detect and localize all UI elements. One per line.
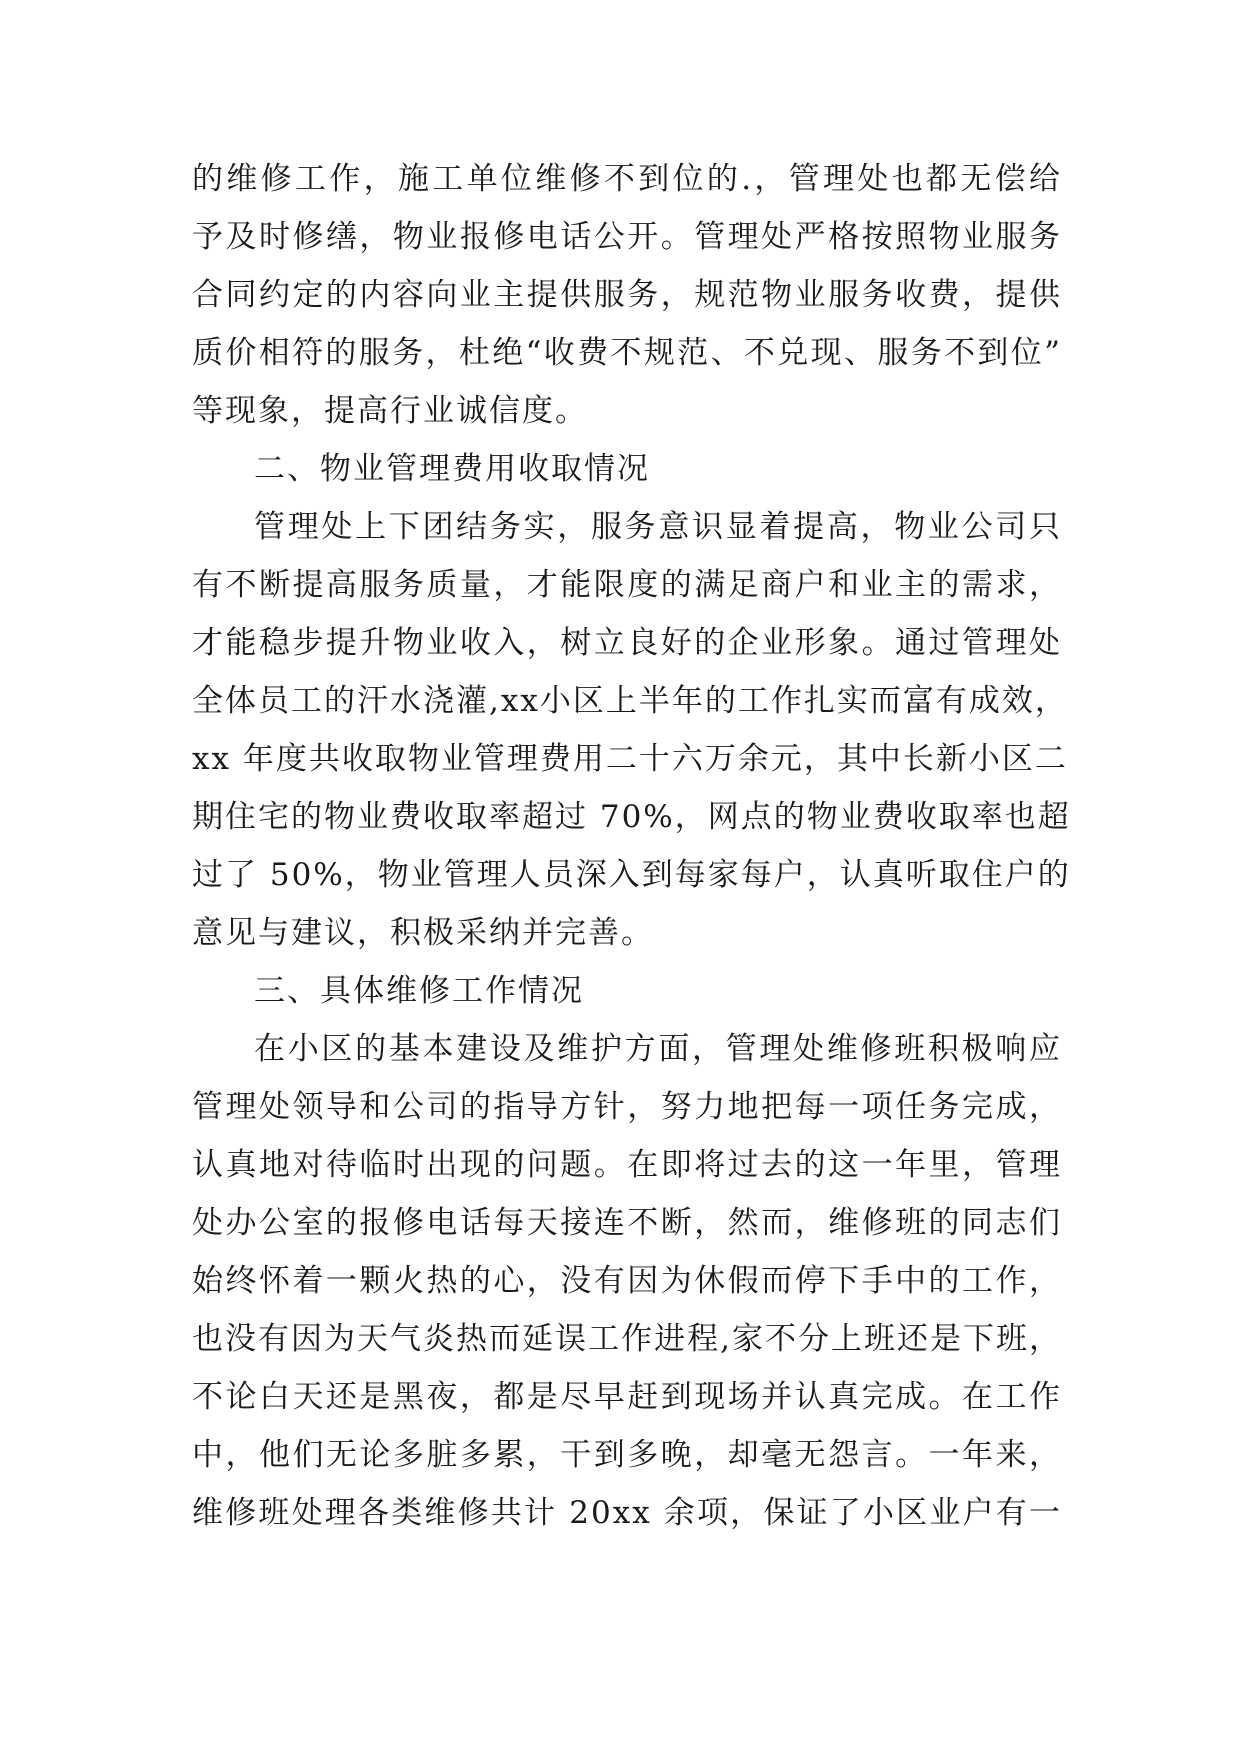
body-line: 不论白天还是黑夜，都是尽早赶到现场并认真完成。在工作 [192, 1379, 1062, 1415]
body-line: 合同约定的内容向业主提供服务，规范物业服务收费，提供 [192, 277, 1062, 313]
body-line: 管理处上下团结务实，服务意识显着提高，物业公司只 [254, 509, 1062, 545]
body-line: 意见与建议，积极采纳并完善。 [192, 915, 654, 951]
section-heading: 三、具体维修工作情况 [254, 973, 584, 1009]
body-line: 全体员工的汗水浇灌,xx小区上半年的工作扎实而富有成效， [192, 683, 1068, 719]
section-heading: 二、物业管理费用收取情况 [254, 451, 650, 487]
body-line: 等现象，提高行业诚信度。 [192, 393, 588, 429]
body-line: 认真地对待临时出现的问题。在即将过去的这一年里，管理 [192, 1147, 1062, 1183]
body-line: 质价相符的服务，杜绝“收费不规范、不兑现、服务不到位” [192, 335, 1062, 371]
body-line: 予及时修缮，物业报修电话公开。管理处严格按照物业服务 [192, 219, 1062, 255]
body-line: xx 年度共收取物业管理费用二十六万余元，其中长新小区二 [192, 741, 1068, 777]
body-line: 也没有因为天气炎热而延误工作进程,家不分上班还是下班， [192, 1321, 1062, 1357]
body-line: 中，他们无论多脏多累，干到多晚，却毫无怨言。一年来， [192, 1437, 1062, 1473]
body-line: 有不断提高服务质量，才能限度的满足商户和业主的需求， [192, 567, 1062, 603]
body-line: 管理处领导和公司的指导方针，努力地把每一项任务完成， [192, 1089, 1062, 1125]
body-line: 处办公室的报修电话每天接连不断，然而，维修班的同志们 [192, 1205, 1062, 1241]
document-body [192, 150, 1071, 1542]
body-line: 始终怀着一颗火热的心，没有因为休假而停下手中的工作， [192, 1263, 1062, 1299]
body-line: 过了 50%，物业管理人员深入到每家每户，认真听取住户的 [192, 857, 1071, 893]
body-line: 的维修工作，施工单位维修不到位的.，管理处也都无偿给 [192, 161, 1062, 197]
body-line: 期住宅的物业费收取率超过 70%，网点的物业费收取率也超 [192, 799, 1071, 835]
body-line: 才能稳步提升物业收入，树立良好的企业形象。通过管理处 [192, 625, 1062, 661]
body-line: 维修班处理各类维修共计 20xx 余项，保证了小区业户有一 [192, 1495, 1062, 1531]
body-line: 在小区的基本建设及维护方面，管理处维修班积极响应 [254, 1031, 1062, 1067]
